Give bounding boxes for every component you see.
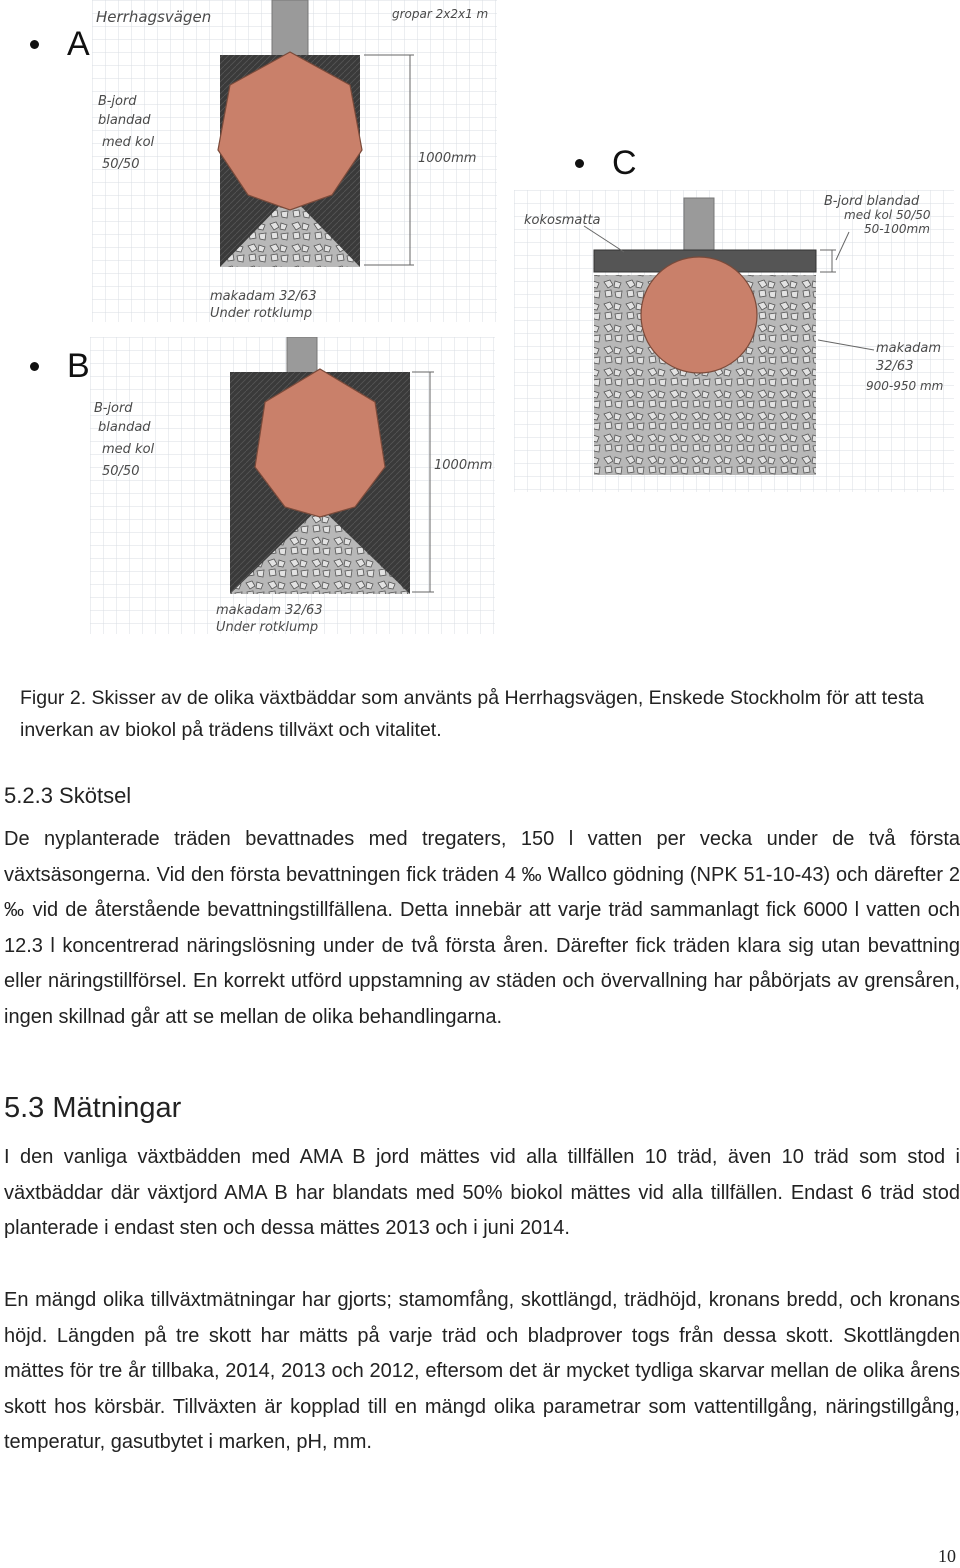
bullet-c-label: C bbox=[612, 144, 637, 182]
sketch-c-right-label-1: makadam bbox=[876, 341, 942, 356]
sketch-a bbox=[92, 0, 497, 322]
bullet-c bbox=[575, 144, 637, 183]
sketch-b-left-label-4: 50/50 bbox=[102, 464, 140, 479]
paragraph-skotsel: De nyplanterade träden bevattnades med tregaters, 150 l vatten per vecka under de två första växtsäsongerna. Vid den första bevattningen fick träden 4 ‰ Wallco gödning (NPK 51-10-43) och därefter 2 ‰ vid de återstående bevattningstillfällena. Detta innebär att varje träd sammanlagt fick 6000 l vatten och 12.3 l koncentrerad näringslösning under de två första åren. Därefter fick träden klara sig utan bevattning eller näringstillförsel. En korrekt utförd uppstamning av städen och övervallning har påbörjats av grensåren, ingen skillnad går att se mellan de olika behandlingarna. bbox=[4, 828, 960, 1028]
sketch-a-dimension: 1000mm bbox=[418, 151, 477, 166]
sketch-b-bottom-label-2: Under rotklump bbox=[216, 620, 319, 634]
sketch-b-left-label-3: med kol bbox=[102, 442, 155, 457]
sketch-b-bottom-label-1: makadam 32/63 bbox=[216, 603, 323, 618]
page-number: 10 bbox=[938, 1546, 956, 1566]
sketch-c-left-label: kokosmatta bbox=[524, 213, 601, 228]
bullet-dot bbox=[30, 40, 39, 49]
sketch-a-bottom-label-2: Under rotklump bbox=[210, 306, 313, 321]
sketch-a-top-right-label: gropar 2x2x1 m bbox=[392, 7, 489, 21]
sketch-a-left-label-2: blandad bbox=[98, 113, 151, 128]
sketch-a-left-label-1: B-jord bbox=[98, 94, 137, 109]
bullet-dot bbox=[575, 159, 584, 168]
sketch-b-dimension: 1000mm bbox=[434, 458, 493, 473]
bullet-b-label: B bbox=[67, 347, 90, 385]
sketch-b-left-label-1: B-jord bbox=[94, 401, 133, 416]
sketch-a-left-label-3: med kol bbox=[102, 135, 155, 150]
sketch-b-left-label-2: blandad bbox=[98, 420, 151, 435]
sketch-a-bottom-label-1: makadam 32/63 bbox=[210, 289, 317, 304]
section-heading-skotsel: 5.2.3 Skötsel bbox=[4, 783, 132, 808]
sketch-c-right-top-label-2: med kol 50/50 bbox=[844, 208, 931, 222]
sketch-b bbox=[90, 337, 495, 634]
sketch-a-left-label-4: 50/50 bbox=[102, 157, 140, 172]
figure-caption: Figur 2. Skisser av de olika växtbäddar som använts på Herrhagsvägen, Enskede Stockholm för att testa inverkan av biokol på trädens tillväxt och vitalitet. bbox=[20, 687, 924, 741]
section-heading-matningar: 5.3 Mätningar bbox=[4, 1092, 182, 1124]
sketch-c-right-label-2: 32/63 bbox=[876, 359, 914, 374]
sketch-c-right-label-3: 900-950 mm bbox=[866, 379, 944, 393]
bullet-a-label: A bbox=[67, 25, 90, 63]
bullet-a bbox=[30, 25, 90, 64]
sketch-c bbox=[514, 190, 954, 492]
sketch-a-top-label: Herrhagsvägen bbox=[96, 8, 212, 26]
paragraph-matningar-2: En mängd olika tillväxtmätningar har gjorts; stamomfång, skottlängd, trädhöjd, kronans bredd, och kronans höjd. Längden på tre skott har mätts på varje träd och bladprover togs från dessa skott. Skottlängden mättes för tre år tillbaka, 2014, 2013 och 2012, eftersom det är mycket tydliga skarvar mellan de olika årens skott hos körsbär. Tillväxten är kopplad till en mängd olika parametrar som vattentillgång, näringstillgång, temperatur, gasutbytet i marken, pH, mm. bbox=[4, 1289, 960, 1453]
sketch-c-right-top-label-3: 50-100mm bbox=[864, 222, 930, 236]
paragraph-matningar-1: I den vanliga växtbädden med AMA B jord mättes vid alla tillfällen 10 träd, även 10 träd som stod i växtbäddar där växtjord AMA B har blandats med 50% biokol mättes vid alla tillfällen. Endast 6 träd stod planterade i endast sten och dessa mättes 2013 och i juni 2014. bbox=[4, 1146, 960, 1239]
sketch-c-right-top-label-1: B-jord blandad bbox=[824, 194, 920, 209]
bullet-b bbox=[30, 347, 90, 386]
bullet-dot bbox=[30, 362, 39, 371]
